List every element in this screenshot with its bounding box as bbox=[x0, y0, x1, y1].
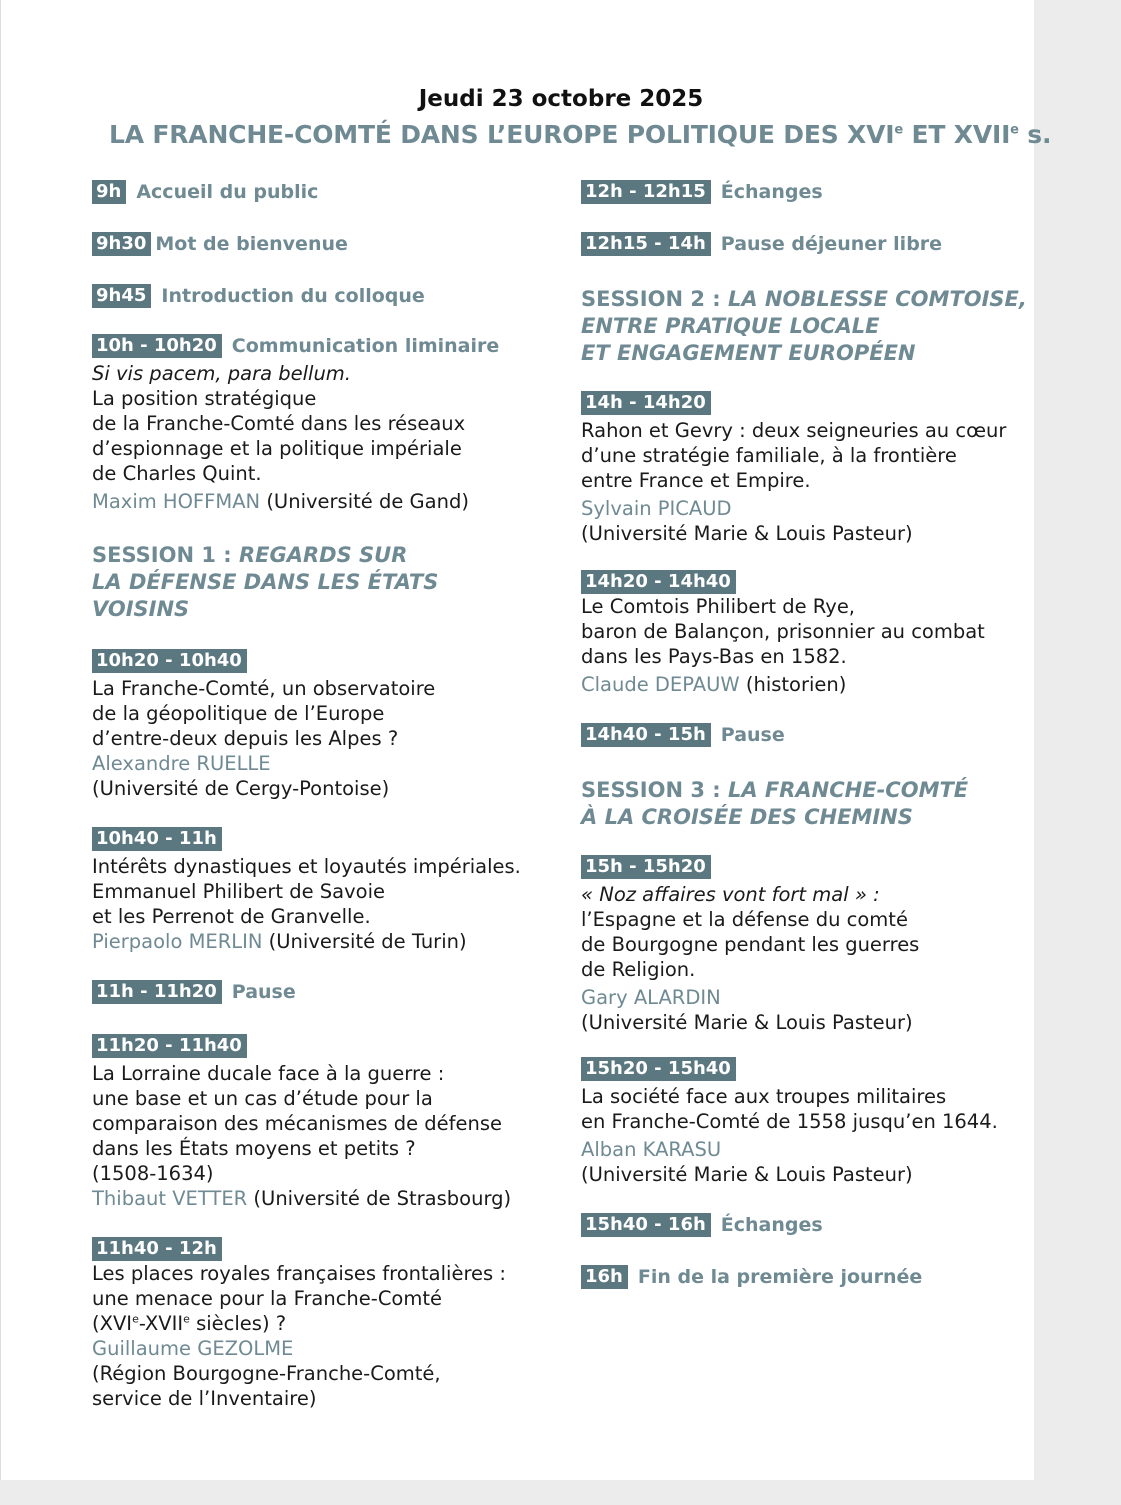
slot-label: Accueil du public bbox=[136, 181, 319, 203]
talk-title: Le Comtois Philibert de Rye, baron de Balançon, prisonnier au combat dans les Pays-Bas en 1582. bbox=[581, 595, 985, 668]
slot-label: Pause bbox=[231, 981, 296, 1003]
talk-title: Rahon et Gevry : deux seigneuries au cœur d’une stratégie familiale, à la frontière entre France et Empire. bbox=[581, 419, 1007, 492]
time-badge: 11h40 - 12h bbox=[92, 1237, 222, 1261]
time-badge: 15h40 - 16h bbox=[581, 1213, 711, 1237]
slot-label: Pause bbox=[720, 724, 785, 746]
session-2-heading: SESSION 2 : LA NOBLESSE COMTOISE, ENTRE PRATIQUE LOCALE ET ENGAGEMENT EUROPÉEN bbox=[581, 287, 1027, 365]
slot-dejeuner bbox=[581, 232, 1031, 256]
event-title: LA FRANCHE-COMTÉ DANS L’EUROPE POLITIQUE DES XVIe ET XVIIe s. bbox=[109, 120, 1052, 149]
talk-speaker: Alban KARASU (Université Marie & Louis Pasteur) bbox=[581, 1138, 913, 1186]
slot-label: Échanges bbox=[720, 181, 823, 203]
talk-speaker: Sylvain PICAUD (Université Marie & Louis Pasteur) bbox=[581, 497, 913, 545]
talk-title: La Lorraine ducale face à la guerre : une base et un cas d’étude pour la comparaison des mécanismes de défense dans les États moyens et petits ? (1508-1634) bbox=[92, 1062, 503, 1185]
time-badge: 15h - 15h20 bbox=[581, 855, 711, 879]
time-badge: 9h30 bbox=[92, 232, 151, 256]
slot-merlin bbox=[92, 827, 542, 954]
time-badge: 9h bbox=[92, 180, 126, 204]
talk-speaker: Thibaut VETTER (Université de Strasbourg) bbox=[92, 1187, 512, 1210]
slot-ruelle bbox=[92, 649, 542, 801]
session-3-heading: SESSION 3 : LA FRANCHE-COMTÉ À LA CROISÉE DES CHEMINS bbox=[581, 778, 969, 829]
slot-bienvenue bbox=[92, 232, 542, 256]
talk-speaker: Guillaume GEZOLME (Région Bourgogne-Franche-Comté, service de l’Inventaire) bbox=[92, 1337, 441, 1410]
event-date: Jeudi 23 octobre 2025 bbox=[418, 86, 704, 112]
slot-echanges-1 bbox=[581, 180, 1031, 204]
left-column bbox=[92, 180, 542, 1433]
time-badge: 12h15 - 14h bbox=[581, 232, 711, 256]
time-badge: 10h20 - 10h40 bbox=[92, 649, 247, 673]
talk-speaker: Maxim HOFFMAN (Université de Gand) bbox=[92, 490, 469, 513]
slot-gezolme bbox=[92, 1237, 542, 1411]
time-badge: 10h40 - 11h bbox=[92, 827, 222, 851]
time-badge: 11h - 11h20 bbox=[92, 980, 222, 1004]
slot-label: Mot de bienvenue bbox=[155, 233, 348, 255]
slot-label: Fin de la première journée bbox=[637, 1266, 923, 1288]
talk-speaker: Claude DEPAUW (historien) bbox=[581, 673, 847, 696]
slot-alardin bbox=[581, 855, 1031, 1035]
slot-label: Introduction du colloque bbox=[161, 285, 425, 307]
slot-picaud bbox=[581, 391, 1031, 546]
talk-title: La Franche-Comté, un observatoire de la géopolitique de l’Europe d’entre-deux depuis les Alpes ? bbox=[92, 677, 436, 750]
slot-accueil bbox=[92, 180, 542, 204]
slot-fin bbox=[581, 1265, 1031, 1289]
talk-title: « Noz affaires vont fort mal » : l’Espagne et la défense du comté de Bourgogne pendant les guerres de Religion. bbox=[581, 883, 920, 981]
time-badge: 10h - 10h20 bbox=[92, 334, 222, 358]
slot-karasu bbox=[581, 1057, 1031, 1187]
talk-title: Les places royales françaises frontalières : une menace pour la Franche-Comté (XVIe-XVIIe siècles) ? bbox=[92, 1262, 506, 1335]
slot-label: Échanges bbox=[720, 1214, 823, 1236]
slot-echanges-2 bbox=[581, 1213, 1031, 1237]
talk-speaker: Pierpaolo MERLIN (Université de Turin) bbox=[92, 930, 467, 953]
talk-title: Intérêts dynastiques et loyautés impériales. Emmanuel Philibert de Savoie et les Perrenot de Granvelle. bbox=[92, 855, 521, 928]
slot-pause-2 bbox=[581, 723, 1031, 747]
slot-label: Pause déjeuner libre bbox=[720, 233, 943, 255]
time-badge: 14h20 - 14h40 bbox=[581, 570, 736, 594]
time-badge: 11h20 - 11h40 bbox=[92, 1034, 247, 1058]
slot-pause-1 bbox=[92, 980, 542, 1004]
slot-vetter bbox=[92, 1034, 542, 1211]
slot-liminaire bbox=[92, 334, 542, 514]
slot-label: Communication liminaire bbox=[231, 335, 500, 357]
time-badge: 14h - 14h20 bbox=[581, 391, 711, 415]
slot-introduction bbox=[92, 284, 542, 308]
talk-title: La société face aux troupes militaires en Franche-Comté de 1558 jusqu’en 1644. bbox=[581, 1085, 998, 1133]
time-badge: 16h bbox=[581, 1265, 628, 1289]
session-1-heading: SESSION 1 : REGARDS SUR LA DÉFENSE DANS LES ÉTATS VOISINS bbox=[92, 543, 439, 621]
time-badge: 12h - 12h15 bbox=[581, 180, 711, 204]
time-badge: 15h20 - 15h40 bbox=[581, 1057, 736, 1081]
talk-title: Si vis pacem, para bellum. La position stratégique de la Franche-Comté dans les réseaux d’espionnage et la politique impériale de Charles Quint. bbox=[92, 362, 466, 485]
slot-depauw bbox=[581, 570, 1031, 697]
time-badge: 9h45 bbox=[92, 284, 151, 308]
time-badge: 14h40 - 15h bbox=[581, 723, 711, 747]
right-column bbox=[581, 180, 1031, 1311]
talk-speaker: Alexandre RUELLE (Université de Cergy-Pontoise) bbox=[92, 752, 390, 800]
talk-speaker: Gary ALARDIN (Université Marie & Louis Pasteur) bbox=[581, 986, 913, 1034]
